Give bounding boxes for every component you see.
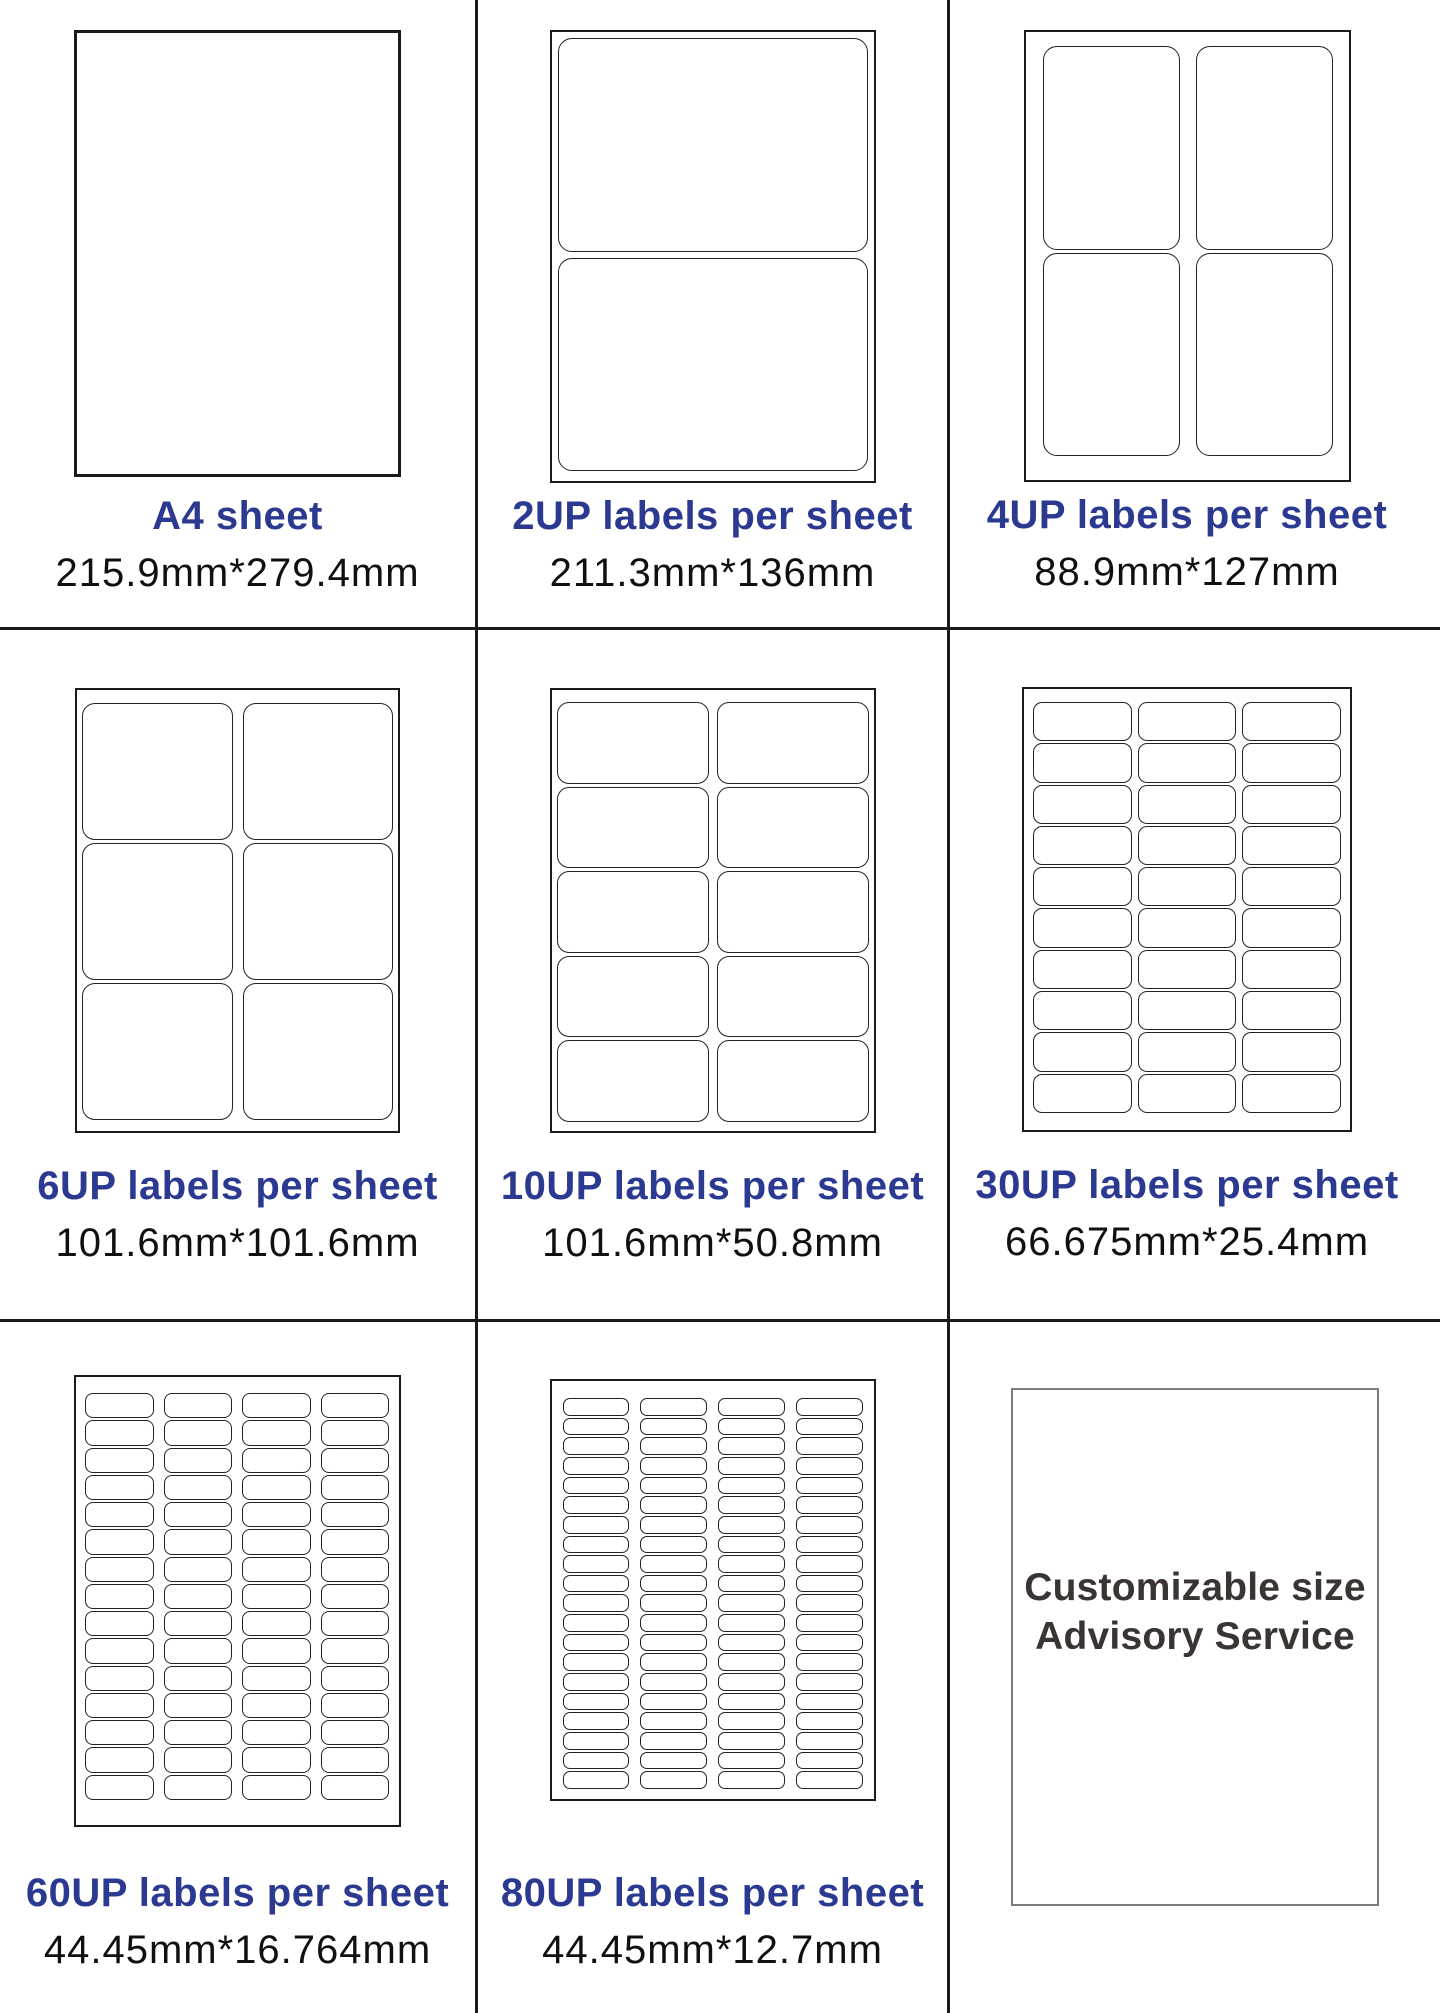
label-slot: [164, 1420, 233, 1445]
cell-dimensions: 101.6mm*50.8mm: [542, 1221, 883, 1265]
label-slot: [718, 1693, 785, 1711]
label-slot: [717, 787, 869, 869]
label-slot: [796, 1673, 863, 1691]
label-slot: [1033, 785, 1132, 824]
label-slot: [164, 1775, 233, 1800]
label-slot: [1242, 1074, 1341, 1113]
label-slot: [242, 1693, 311, 1718]
label-slot: [242, 1611, 311, 1636]
label-slot: [718, 1536, 785, 1554]
label-slot: [164, 1393, 233, 1418]
label-slot: [718, 1457, 785, 1475]
label-slot: [85, 1638, 154, 1663]
label-slot: [640, 1771, 707, 1789]
label-slot: [640, 1437, 707, 1455]
cell-60up-labels: [0, 1322, 478, 2013]
label-slot: [321, 1475, 390, 1500]
label-slot: [164, 1557, 233, 1582]
labels-grid-4up: [1026, 32, 1349, 480]
label-slot: [640, 1693, 707, 1711]
label-slot: [242, 1638, 311, 1663]
4up-sheet-graphic: [1024, 30, 1351, 482]
label-slot: [164, 1448, 233, 1473]
labels-grid-60up: [76, 1377, 399, 1825]
label-slot: [321, 1529, 390, 1554]
label-slot: [718, 1516, 785, 1534]
label-slot: [796, 1732, 863, 1750]
label-slot: [640, 1555, 707, 1573]
label-slot: [718, 1594, 785, 1612]
2up-sheet-graphic: [550, 30, 876, 483]
label-slot: [242, 1666, 311, 1691]
label-slot: [321, 1638, 390, 1663]
label-slot: [85, 1448, 154, 1473]
label-slot: [796, 1594, 863, 1612]
label-slot: [242, 1393, 311, 1418]
label-slot: [796, 1712, 863, 1730]
cell-dimensions: 66.675mm*25.4mm: [1004, 1220, 1370, 1264]
caption-4up: [987, 492, 1388, 595]
label-slot: [718, 1575, 785, 1593]
label-slot: [563, 1555, 630, 1573]
label-slot: [321, 1502, 390, 1527]
label-slot: [718, 1477, 785, 1495]
label-slot: [1242, 826, 1341, 865]
label-slot: [1033, 908, 1132, 947]
caption-2up: [512, 493, 913, 596]
6up-sheet-graphic: [75, 688, 400, 1133]
label-slot: [321, 1393, 390, 1418]
label-slot: [1196, 253, 1333, 457]
label-slot: [640, 1536, 707, 1554]
customizable-sheet-graphic: [1011, 1388, 1379, 1906]
caption-6up: [37, 1163, 438, 1266]
label-slot: [640, 1418, 707, 1436]
cell-title: A4 sheet: [152, 494, 323, 538]
label-slot: [640, 1614, 707, 1632]
label-slot: [557, 702, 709, 784]
label-slot: [1138, 1074, 1237, 1113]
label-slot: [85, 1502, 154, 1527]
label-slot: [718, 1614, 785, 1632]
label-slot: [718, 1712, 785, 1730]
label-slot: [796, 1418, 863, 1436]
label-slot: [796, 1477, 863, 1495]
label-slot: [242, 1584, 311, 1609]
label-slot: [1033, 702, 1132, 741]
label-slot: [164, 1638, 233, 1663]
label-slot: [164, 1693, 233, 1718]
label-slot: [1033, 867, 1132, 906]
label-slot: [85, 1720, 154, 1745]
label-slot: [717, 956, 869, 1038]
cell-2up-labels: [478, 0, 950, 630]
label-slot: [1138, 950, 1237, 989]
label-slot: [85, 1393, 154, 1418]
label-slot: [85, 1775, 154, 1800]
label-slot: [85, 1529, 154, 1554]
label-slot: [243, 843, 394, 980]
label-slot: [85, 1584, 154, 1609]
labels-grid-30up: [1024, 689, 1350, 1130]
label-slot: [82, 983, 233, 1120]
label-slot: [718, 1437, 785, 1455]
label-slot: [640, 1634, 707, 1652]
label-slot: [321, 1693, 390, 1718]
label-slot: [718, 1771, 785, 1789]
label-slot: [321, 1747, 390, 1772]
60up-sheet-graphic: [74, 1375, 401, 1827]
label-slot: [321, 1584, 390, 1609]
label-slot: [85, 1666, 154, 1691]
labels-grid-10up: [552, 690, 874, 1131]
cell-title: 30UP labels per sheet: [975, 1163, 1399, 1207]
caption-30up: [975, 1162, 1398, 1265]
label-slot: [242, 1529, 311, 1554]
label-slot: [242, 1747, 311, 1772]
label-slot: [718, 1398, 785, 1416]
label-slot: [718, 1418, 785, 1436]
label-slot: [82, 843, 233, 980]
label-slot: [1043, 253, 1180, 457]
label-slot: [563, 1516, 630, 1534]
label-slot: [1242, 867, 1341, 906]
label-slot: [640, 1477, 707, 1495]
caption-60up: [26, 1870, 449, 1973]
label-slot: [558, 38, 868, 252]
label-slot: [1138, 908, 1237, 947]
label-slot: [242, 1557, 311, 1582]
label-slot: [563, 1398, 630, 1416]
label-slot: [1242, 1032, 1341, 1071]
label-slot: [563, 1496, 630, 1514]
label-slot: [164, 1584, 233, 1609]
label-slot: [321, 1557, 390, 1582]
label-slot: [321, 1448, 390, 1473]
cell-dimensions: 215.9mm*279.4mm: [55, 551, 420, 595]
label-slot: [563, 1771, 630, 1789]
label-slot: [563, 1752, 630, 1770]
label-slot: [717, 702, 869, 784]
label-slot: [1138, 1032, 1237, 1071]
label-slot: [796, 1555, 863, 1573]
label-slot: [321, 1420, 390, 1445]
label-slot: [796, 1496, 863, 1514]
label-slot: [796, 1693, 863, 1711]
label-slot: [85, 1693, 154, 1718]
label-slot: [321, 1720, 390, 1745]
label-slot: [563, 1575, 630, 1593]
cell-4up-labels: [950, 0, 1440, 630]
label-slot: [796, 1516, 863, 1534]
cell-title: 4UP labels per sheet: [986, 493, 1388, 537]
cell-30up-labels: [950, 630, 1440, 1322]
labels-grid-2up: [552, 32, 874, 481]
label-slot: [1033, 1032, 1132, 1071]
label-slot: [563, 1732, 630, 1750]
cell-title: 2UP labels per sheet: [512, 494, 913, 538]
label-slot: [1242, 991, 1341, 1030]
label-slot: [640, 1673, 707, 1691]
cell-dimensions: 44.45mm*16.764mm: [43, 1928, 432, 1972]
label-slot: [557, 787, 709, 869]
label-slot: [563, 1634, 630, 1652]
label-slot: [557, 956, 709, 1038]
label-slot: [796, 1437, 863, 1455]
label-slot: [718, 1496, 785, 1514]
label-slot: [242, 1475, 311, 1500]
label-slot: [563, 1437, 630, 1455]
label-slot: [640, 1732, 707, 1750]
label-slot: [796, 1634, 863, 1652]
label-slot: [557, 1040, 709, 1122]
label-slot: [164, 1666, 233, 1691]
label-slot: [718, 1673, 785, 1691]
label-slot: [164, 1502, 233, 1527]
label-slot: [796, 1575, 863, 1593]
label-slot: [1138, 702, 1237, 741]
label-slot: [1138, 826, 1237, 865]
label-slot: [640, 1457, 707, 1475]
caption-10up: [501, 1163, 924, 1266]
30up-sheet-graphic: [1022, 687, 1352, 1132]
label-slot: [85, 1420, 154, 1445]
a4-blank-sheet-graphic: [74, 30, 401, 477]
cell-dimensions: 44.45mm*12.7mm: [542, 1928, 883, 1972]
label-slot: [640, 1575, 707, 1593]
custom-text-line2: Advisory Service: [1035, 1615, 1355, 1658]
label-slot: [1033, 950, 1132, 989]
label-slot: [85, 1475, 154, 1500]
label-slot: [1033, 1074, 1132, 1113]
label-slot: [718, 1555, 785, 1573]
label-slot: [164, 1611, 233, 1636]
cell-80up-labels: [478, 1322, 950, 2013]
cell-dimensions: 211.3mm*136mm: [549, 551, 876, 595]
label-slot: [718, 1653, 785, 1671]
label-slot: [242, 1775, 311, 1800]
label-slot: [563, 1653, 630, 1671]
label-slot: [796, 1398, 863, 1416]
label-slot: [164, 1529, 233, 1554]
label-slot: [242, 1448, 311, 1473]
label-slot: [563, 1614, 630, 1632]
label-slot: [640, 1752, 707, 1770]
label-slot: [1033, 991, 1132, 1030]
label-slot: [1242, 743, 1341, 782]
label-slot: [85, 1557, 154, 1582]
cell-title: 6UP labels per sheet: [37, 1164, 438, 1208]
customizable-service-text: [1024, 1563, 1366, 1661]
label-slot: [796, 1653, 863, 1671]
label-slot: [563, 1477, 630, 1495]
label-slot: [640, 1496, 707, 1514]
label-slot: [563, 1418, 630, 1436]
label-slot: [164, 1475, 233, 1500]
label-slot: [82, 703, 233, 840]
label-slot: [557, 871, 709, 953]
label-slot: [640, 1653, 707, 1671]
label-slot: [321, 1666, 390, 1691]
label-slot: [640, 1712, 707, 1730]
label-slot: [796, 1771, 863, 1789]
label-slot: [1138, 991, 1237, 1030]
cell-title: 10UP labels per sheet: [500, 1164, 925, 1208]
label-slot: [796, 1614, 863, 1632]
label-slot: [1242, 785, 1341, 824]
label-slot: [796, 1457, 863, 1475]
10up-sheet-graphic: [550, 688, 876, 1133]
custom-text-line1: Customizable size: [1024, 1565, 1366, 1609]
label-slot: [563, 1712, 630, 1730]
label-slot: [796, 1752, 863, 1770]
cell-title: 60UP labels per sheet: [25, 1871, 450, 1915]
label-slot: [640, 1594, 707, 1612]
label-slot: [1242, 950, 1341, 989]
80up-sheet-graphic: [550, 1379, 876, 1801]
label-slot: [563, 1693, 630, 1711]
label-slot: [1196, 46, 1333, 250]
cell-dimensions: 88.9mm*127mm: [1034, 550, 1340, 594]
label-slot: [242, 1502, 311, 1527]
cell-customizable-size: [950, 1322, 1440, 2013]
cell-dimensions: 101.6mm*101.6mm: [55, 1221, 420, 1265]
label-slot: [243, 983, 394, 1120]
label-slot: [242, 1420, 311, 1445]
label-slot: [85, 1611, 154, 1636]
label-slot: [164, 1720, 233, 1745]
label-slot: [321, 1775, 390, 1800]
labels-grid-6up: [77, 690, 398, 1131]
cell-6up-labels: [0, 630, 478, 1322]
label-slot: [1138, 743, 1237, 782]
label-slot: [1033, 743, 1132, 782]
label-slot: [718, 1752, 785, 1770]
label-slot: [321, 1611, 390, 1636]
label-slot: [1242, 908, 1341, 947]
cell-a4-sheet: [0, 0, 478, 630]
label-slot: [796, 1536, 863, 1554]
label-slot: [242, 1720, 311, 1745]
cell-title: 80UP labels per sheet: [500, 1871, 925, 1915]
label-slot: [640, 1516, 707, 1534]
label-slot: [243, 703, 394, 840]
label-slot: [717, 871, 869, 953]
label-slot: [718, 1732, 785, 1750]
label-slot: [563, 1673, 630, 1691]
label-slot: [717, 1040, 869, 1122]
label-slot: [558, 258, 868, 472]
label-slot: [1033, 826, 1132, 865]
label-slot: [718, 1634, 785, 1652]
label-slot: [563, 1457, 630, 1475]
label-slot: [1138, 867, 1237, 906]
label-slot: [640, 1398, 707, 1416]
label-slot: [1242, 702, 1341, 741]
label-slot: [563, 1536, 630, 1554]
label-slot: [1043, 46, 1180, 250]
label-slot: [164, 1747, 233, 1772]
label-slot: [563, 1594, 630, 1612]
cell-10up-labels: [478, 630, 950, 1322]
labels-grid-80up: [552, 1381, 874, 1799]
caption-80up: [501, 1870, 924, 1973]
label-slot: [1138, 785, 1237, 824]
caption-a4: [55, 493, 419, 596]
label-slot: [85, 1747, 154, 1772]
